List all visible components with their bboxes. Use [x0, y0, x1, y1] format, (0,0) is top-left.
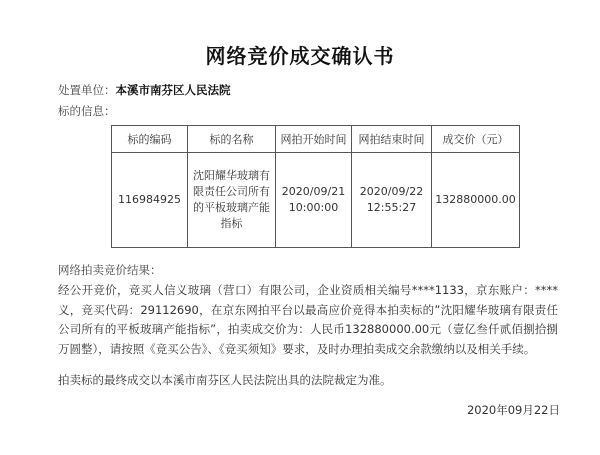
cell-deal-price: 132880000.00	[432, 153, 520, 248]
item-table	[111, 125, 520, 248]
result-paragraph: 经公开竞价，竞买人信义玻璃（营口）有限公司，企业资质相关编号****1133，京东账户：****义，竞买代码：29112690，在京东网拍平台以最高应价竞得本拍卖标的”沈阳耀华玻璃有限责任公司所有的平板玻璃产能指标”，拍卖成交价为：人民币132880000.00元（壹亿叁仟贰佰捌拾捌万圆整），请按照《竞买公告》、《竞买须知》要求，及时办理拍卖成交余款缴纳以及相关手续。	[58, 283, 558, 356]
document-date: 2020年09月22日	[466, 403, 560, 417]
page-title: 网络竞价成交确认书	[205, 44, 395, 68]
header-start-time: 网拍开始时间	[276, 126, 352, 153]
final-note: 拍卖标的最终成交以本溪市南芬区人民法院出具的法院裁定为准。	[58, 373, 392, 387]
cell-item-code: 116984925	[112, 153, 188, 248]
disposal-unit-label: 处置单位：	[58, 83, 116, 97]
item-name-text: 沈阳耀华玻璃有限责任公司所有的平板玻璃产能指标	[193, 169, 270, 230]
header-item-name: 标的名称	[188, 126, 276, 153]
header-item-code: 标的编码	[112, 126, 188, 153]
header-deal-price: 成交价（元）	[432, 126, 520, 153]
end-date: 2020/09/22	[359, 185, 424, 198]
end-time: 12:55:27	[366, 201, 417, 214]
disposal-unit-name: 本溪市南芬区人民法院	[115, 83, 231, 97]
cell-end-time	[352, 153, 432, 248]
result-label: 网络拍卖竞价结果：	[58, 263, 162, 277]
start-time: 10:00:00	[288, 201, 339, 214]
table-header-row	[112, 126, 520, 153]
cell-start-time	[276, 153, 352, 248]
item-info-label: 标的信息：	[58, 104, 116, 118]
cell-item-name	[188, 153, 276, 248]
table-row	[112, 153, 520, 248]
start-date: 2020/09/21	[281, 185, 346, 198]
disposal-unit	[58, 82, 231, 98]
header-end-time: 网拍结束时间	[352, 126, 432, 153]
